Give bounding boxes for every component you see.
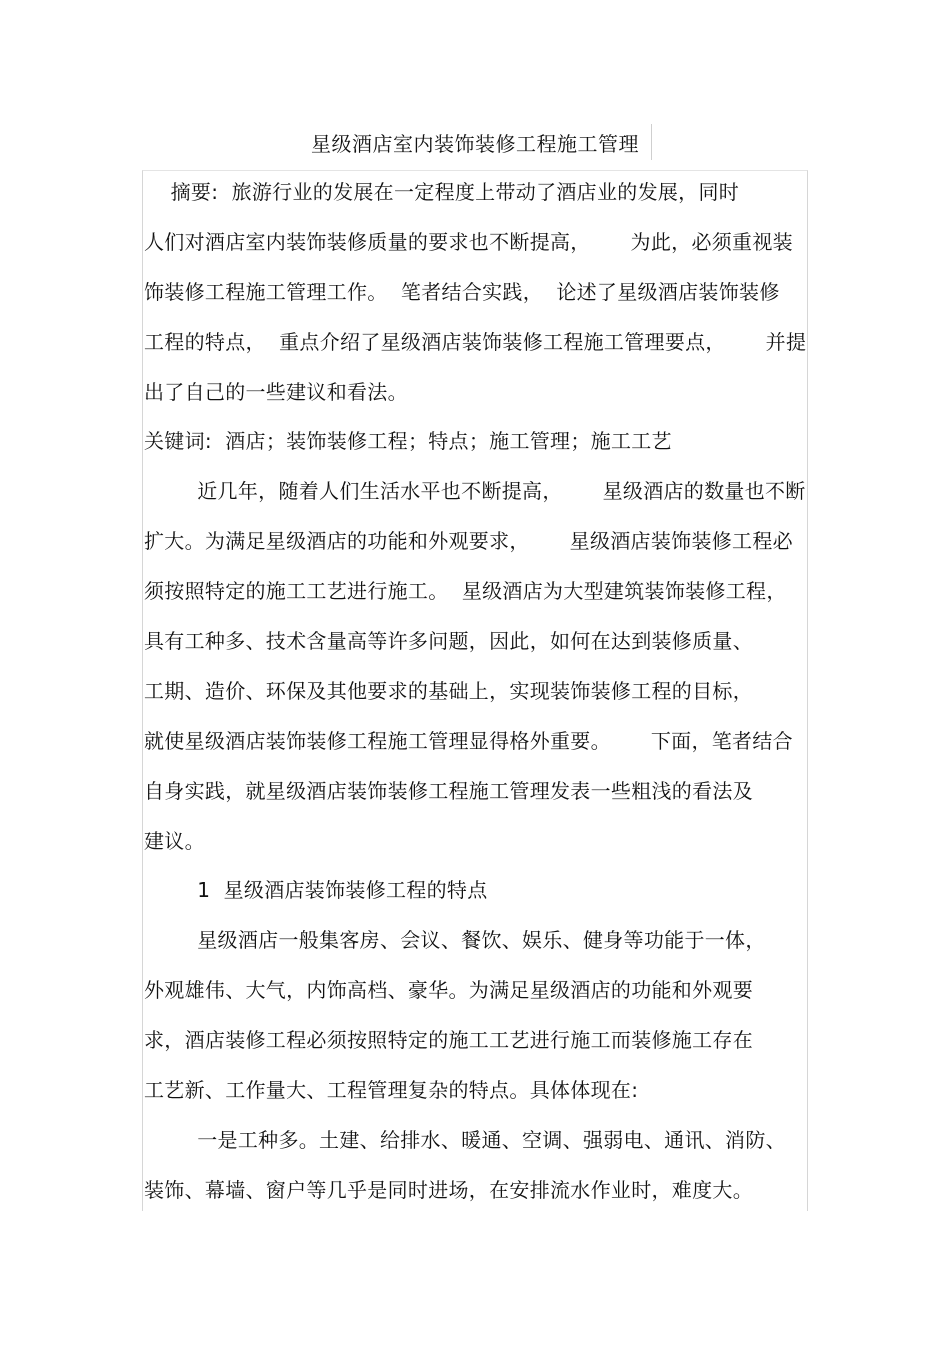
text-line: 建议。: [144, 829, 205, 853]
keywords-line: 关键词: 酒店；装饰装修工程；特点；施工管理；施工工艺: [144, 429, 672, 453]
text-line: 出了自己的一些建议和看法。: [144, 380, 408, 404]
text-line: 星级酒店一般集客房、会议、餐饮、娱乐、健身等功能于一体，: [144, 928, 766, 952]
text-line: 一是工种多。土建、给排水、暖通、空调、强弱电、通讯、消防、: [144, 1128, 786, 1152]
document-title: 星级酒店室内装饰装修工程施工管理: [311, 132, 639, 156]
text-line: 饰装修工程施工管理工作。 笔者结合实践， 论述了星级酒店装饰装修: [144, 280, 780, 304]
text-line: 工艺新、工作量大、工程管理复杂的特点。具体体现在:: [144, 1078, 639, 1102]
text-line: 具有工种多、技术含量高等许多问题，因此，如何在达到装修质量、: [144, 629, 753, 653]
text-line: 自身实践，就星级酒店装饰装修工程施工管理发表一些粗浅的看法及: [144, 779, 753, 803]
section-heading: 1 星级酒店装饰装修工程的特点: [144, 878, 488, 902]
text-line: 工期、造价、环保及其他要求的基础上，实现装饰装修工程的目标，: [144, 679, 753, 703]
text-line: 外观雄伟、大气，内饰高档、豪华。为满足星级酒店的功能和外观要: [144, 978, 753, 1002]
text-line: 须按照特定的施工工艺进行施工。 星级酒店为大型建筑装饰装修工程，: [144, 579, 787, 603]
text-line: 装饰、幕墙、窗户等几乎是同时进场，在安排流水作业时，难度大。: [144, 1178, 753, 1202]
text-line: 求，酒店装修工程必须按照特定的施工工艺进行施工而装修施工存在: [144, 1028, 753, 1052]
text-line: 工程的特点， 重点介绍了星级酒店装饰装修工程施工管理要点， 并提: [144, 330, 807, 354]
text-line: 近几年，随着人们生活水平也不断提高， 星级酒店的数量也不断: [144, 479, 806, 503]
text-line: 扩大。为满足星级酒店的功能和外观要求， 星级酒店装饰装修工程必: [144, 529, 793, 553]
text-line: 就使星级酒店装饰装修工程施工管理显得格外重要。 下面，笔者结合: [144, 729, 793, 753]
text-line: 摘要: 旅游行业的发展在一定程度上带动了酒店业的发展，同时: [144, 180, 740, 204]
text-line: 人们对酒店室内装饰装修质量的要求也不断提高， 为此，必须重视装: [144, 230, 793, 254]
